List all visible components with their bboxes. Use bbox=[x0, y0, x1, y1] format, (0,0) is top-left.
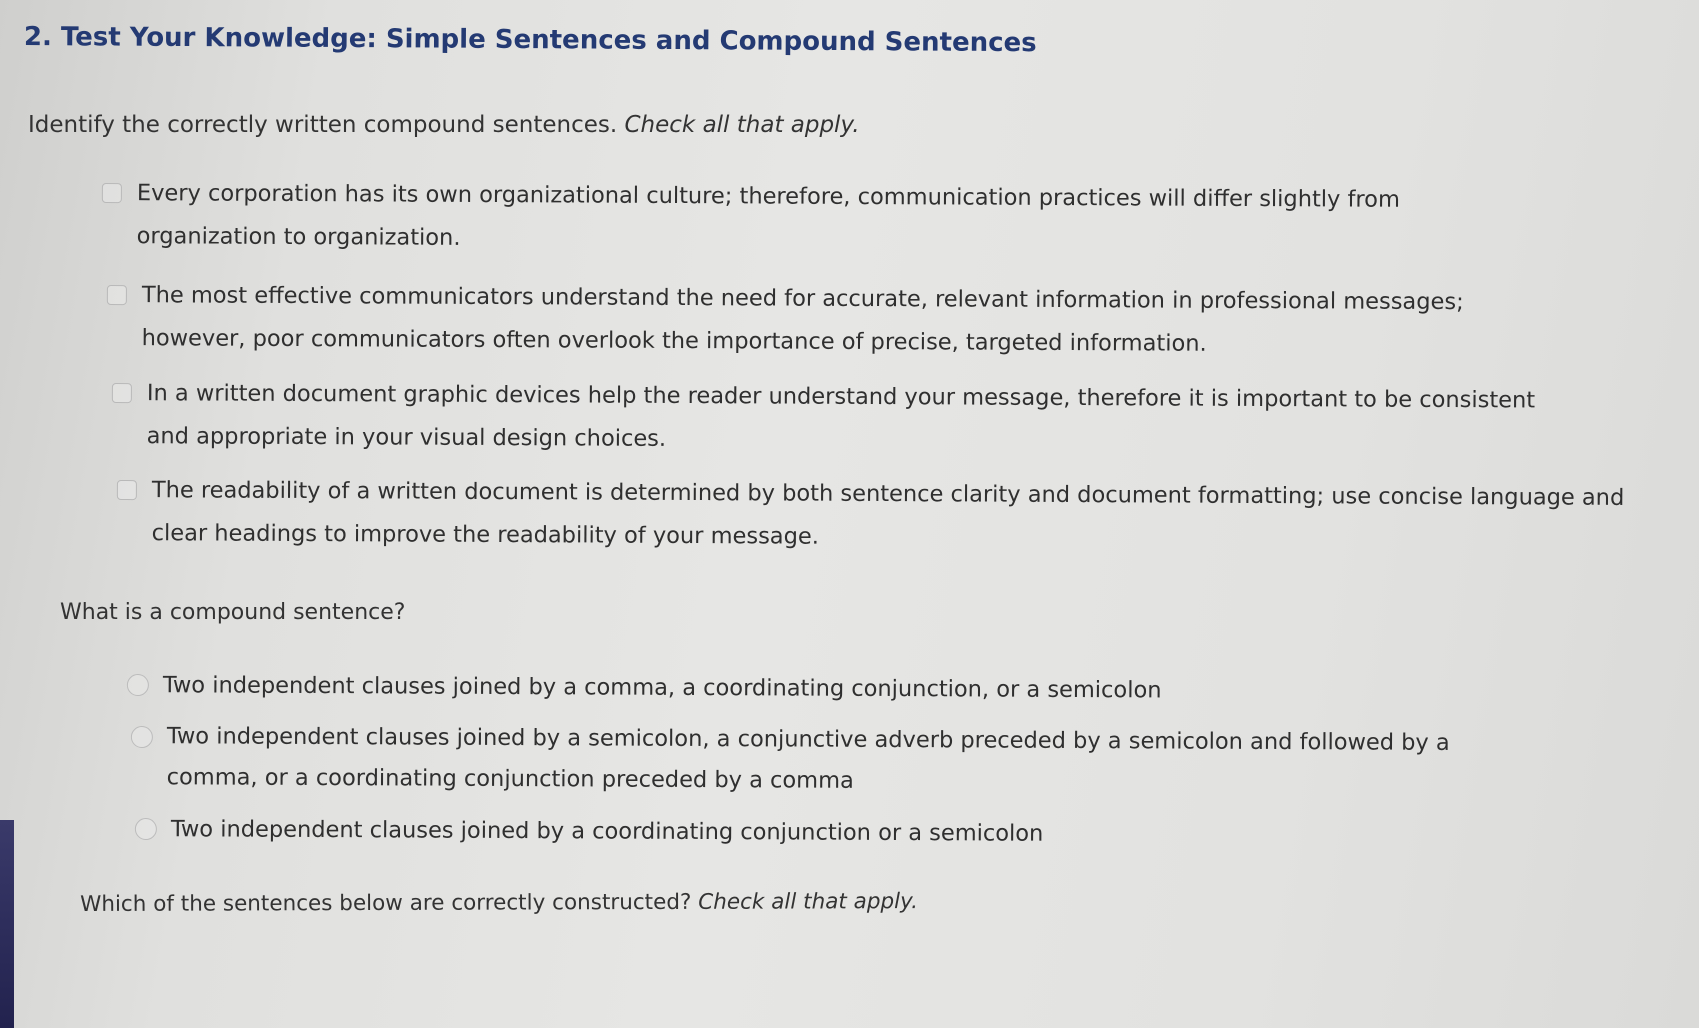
question1-prompt-text: Identify the correctly written compound sentences. bbox=[28, 112, 618, 138]
question3-prompt bbox=[80, 889, 918, 917]
question1-prompt bbox=[28, 112, 860, 138]
q1-option-4[interactable] bbox=[117, 469, 1637, 563]
q1-option-2[interactable] bbox=[107, 274, 1507, 367]
q1-option-1-label: Every corporation has its own organizational culture; therefore, communication practices will differ slightly from organization to organization. bbox=[136, 180, 1400, 251]
q2-option-2-radio[interactable] bbox=[131, 726, 153, 748]
q2-option-3-label: Two independent clauses joined by a coordinating conjunction or a semicolon bbox=[170, 816, 1044, 847]
q2-option-1-label: Two independent clauses joined by a comma, a coordinating conjunction, or a semicolon bbox=[162, 672, 1162, 704]
q2-option-3[interactable] bbox=[135, 808, 1385, 858]
q2-option-3-radio[interactable] bbox=[135, 818, 157, 840]
q1-option-3-label: In a written document graphic devices help the reader understand your message, therefore it is important to be consistent and appropriate in your visual design choices. bbox=[146, 380, 1536, 452]
q1-option-3[interactable] bbox=[112, 372, 1562, 466]
q1-option-3-checkbox[interactable] bbox=[112, 383, 132, 403]
q2-option-1-radio[interactable] bbox=[127, 674, 149, 696]
q1-option-2-checkbox[interactable] bbox=[107, 285, 127, 305]
question1-prompt-instruction: Check all that apply. bbox=[624, 112, 860, 138]
q1-option-2-label: The most effective communicators understand the need for accurate, relevant information in professional messages; however, poor communicators often overlook the importance of precise, targeted information. bbox=[141, 282, 1464, 357]
q2-option-2-label: Two independent clauses joined by a semicolon, a conjunctive adverb preceded by a semicolon and followed by a comma, or a coordinating conjunction preceded by a comma bbox=[166, 723, 1450, 794]
question3-prompt-text: Which of the sentences below are correctly constructed? bbox=[80, 889, 692, 917]
q1-option-1-checkbox[interactable] bbox=[102, 183, 122, 203]
question3-prompt-instruction: Check all that apply. bbox=[698, 889, 919, 915]
q1-option-1[interactable] bbox=[102, 172, 1462, 265]
question-title: 2. Test Your Knowledge: Simple Sentences and Compound Sentences bbox=[23, 22, 1037, 59]
q1-option-4-checkbox[interactable] bbox=[117, 480, 137, 500]
question2-prompt: What is a compound sentence? bbox=[60, 600, 406, 625]
q1-option-4-label: The readability of a written document is determined by both sentence clarity and document formatting; use concise language and clear headings to improve the readability of your message. bbox=[151, 477, 1625, 550]
q2-option-1[interactable] bbox=[127, 664, 1377, 714]
q2-option-2[interactable] bbox=[131, 716, 1526, 805]
